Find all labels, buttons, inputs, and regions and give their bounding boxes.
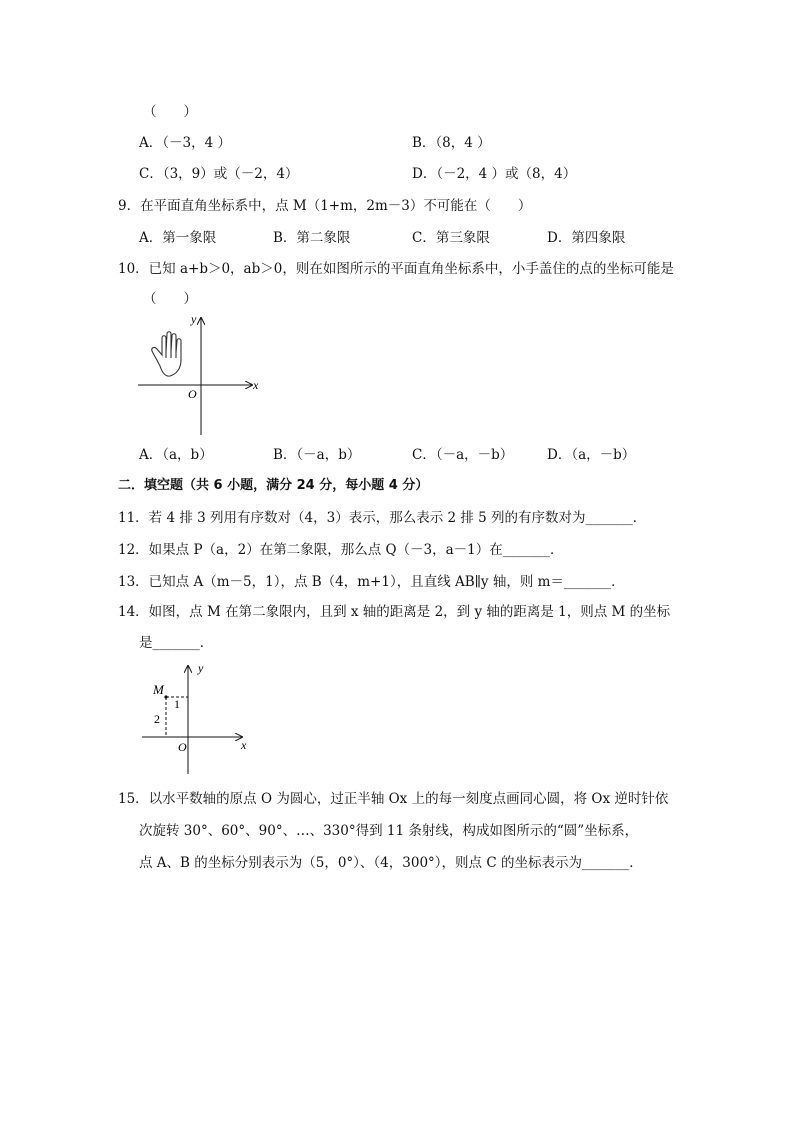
q9-stem: 9．在平面直角坐标系中，点 M（1+m，2m－3）不可能在（ ） (118, 198, 532, 214)
q8-answer-bracket: （ ） (143, 104, 197, 120)
q9-option-c[interactable]: C．第三象限 (412, 230, 490, 246)
q14-coordinate-figure (140, 660, 260, 778)
q14-stem-line2: 是_______． (139, 635, 214, 651)
q9-option-d[interactable]: D．第四象限 (547, 230, 626, 246)
q10-option-d[interactable]: D．（a，－b） (547, 447, 636, 463)
q12-text: 12．如果点 P（a，2）在第二象限，那么点 Q（－3，a－1）在_______． (118, 542, 564, 558)
q15-stem-line3: 点 A、B 的坐标分别表示为（5，0°）、（4，300°），则点 C 的坐标表示为_______． (139, 855, 643, 871)
section-heading-fill-in: 二．填空题（共 6 小题，满分 24 分，每小题 4 分） (118, 478, 429, 493)
q8-option-a[interactable]: A．（－3，4 ） (139, 135, 231, 151)
q11-text: 11．若 4 排 3 列用有序数对（4，3）表示，那么表示 2 排 5 列的有序数对为_______． (118, 510, 647, 526)
q10-option-b[interactable]: B．（－a，b） (273, 447, 361, 463)
q9-option-a[interactable]: A．第一象限 (139, 230, 217, 246)
q10-answer-bracket: （ ） (143, 291, 197, 307)
q10-option-c[interactable]: C．（－a，－b） (412, 447, 514, 463)
q15-stem-line2: 次旋转 30°、60°、90°、…、330°得到 11 条射线，构成如图所示的“圆”坐标系， (139, 823, 639, 839)
q14-distance-2-label: 2 (154, 712, 160, 726)
q10-option-a[interactable]: A．（a，b） (139, 447, 213, 463)
q14-x-label: x (241, 738, 247, 752)
q9-option-b[interactable]: B．第二象限 (273, 230, 351, 246)
q10-origin-label: O (188, 387, 197, 401)
q10-coordinate-figure (130, 308, 270, 438)
q14-stem-line1: 14．如图，点 M 在第二象限内，且到 x 轴的距离是 2，到 y 轴的距离是 1，则点 M 的坐标 (118, 604, 671, 620)
q14-origin-label: O (178, 740, 187, 754)
q8-option-b[interactable]: B．（8，4 ） (412, 135, 491, 151)
q15-stem-line1: 15．以水平数轴的原点 O 为圆心，过正半轴 Ox 上的每一刻度点画同心圆，将 Ox 逆时针依 (118, 791, 669, 807)
q10-x-label: x (253, 378, 259, 392)
q10-stem: 10．已知 a+b＞0，ab＞0，则在如图所示的平面直角坐标系中，小手盖住的点的坐标可能是 (118, 261, 674, 277)
q10-y-label: y (191, 312, 197, 326)
point-m (164, 695, 167, 698)
q8-option-d[interactable]: D．（－2，4 ）或（8，4） (412, 166, 577, 182)
q14-point-m-label: M (153, 682, 164, 697)
hand-icon (152, 332, 181, 376)
q8-option-c[interactable]: C．（3，9）或（－2，4） (139, 166, 299, 182)
q14-distance-1-label: 1 (174, 697, 180, 711)
q14-y-label: y (198, 661, 204, 675)
q13-text: 13．已知点 A（m－5，1），点 B（4，m+1），且直线 AB∥y 轴，则 m＝_______． (118, 574, 625, 590)
